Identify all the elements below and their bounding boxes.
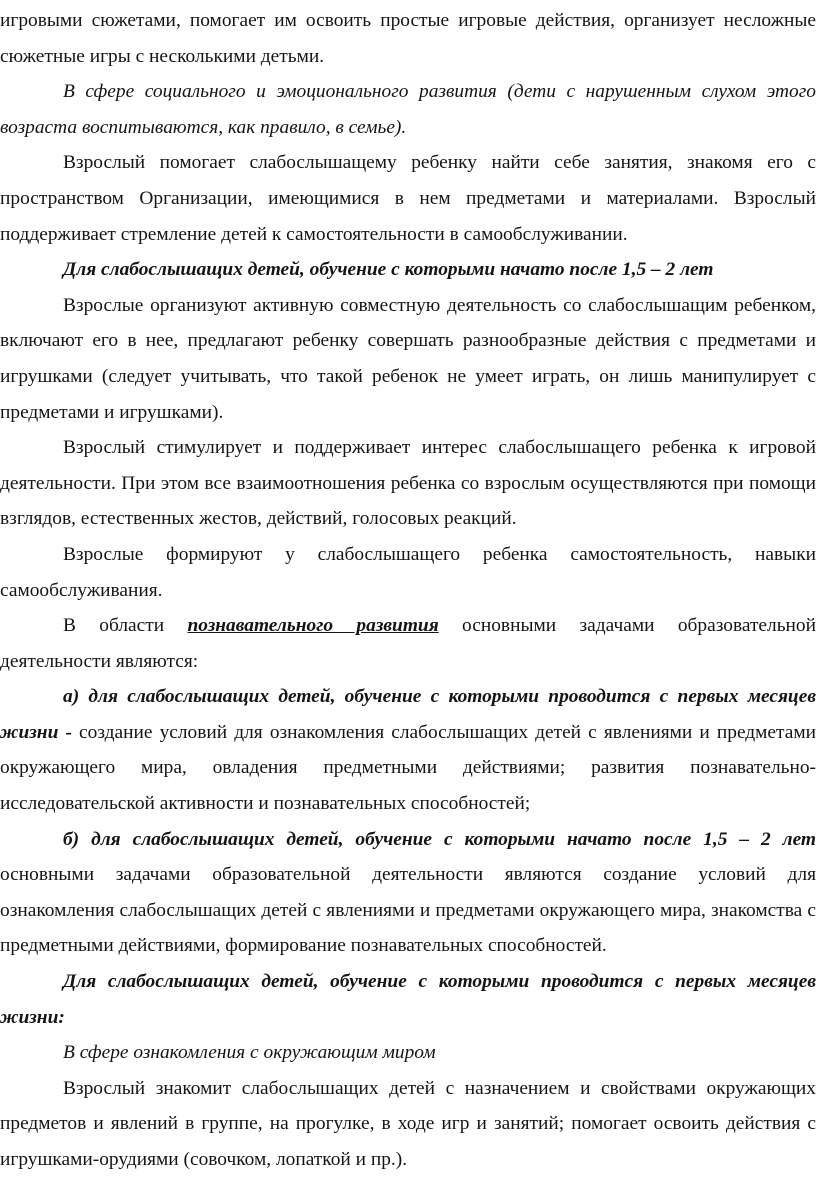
section-heading-environment: В сфере ознакомления с окружающим миром bbox=[63, 1042, 436, 1064]
cognitive-tasks-text: основными задачами образовательной деятельности являются: bbox=[0, 615, 816, 672]
paragraph-self-reliance: Взрослые формируют у слабослышащего ребенка самостоятельность, навыки самообслуживания. bbox=[0, 543, 816, 601]
paragraph-adult-helps: Взрослый помогает слабослышащему ребенку найти себе занятия, знакомя его с пространством Организации, имеющимися в нем предметами и материалами. Взрослый поддерживает стремление детей к самостоятельности в самообслуживании. bbox=[0, 152, 816, 245]
cognitive-development-term: познавательного развития bbox=[187, 615, 439, 637]
list-item-b-lead: б) для слабослышащих детей, обучение с которыми начато после 1,5 – 2 лет bbox=[63, 828, 816, 850]
paragraph-cognitive-tasks bbox=[0, 608, 816, 679]
section-heading-social-emotional: В сфере социального и эмоционального развития (дети с нарушенным слухом этого возраста воспитываются, как правило, в семье). bbox=[0, 81, 816, 138]
subheading-after-1-5-years: Для слабослышащих детей, обучение с которыми начато после 1,5 – 2 лет bbox=[63, 259, 714, 281]
paragraph-game-interest: Взрослый стимулирует и поддерживает интерес слабослышащего ребенка к игровой деятельности. При этом все взаимоотношения ребенка со взрослым осуществляются при помощи взглядов, естественных жестов, действий, голосовых реакций. bbox=[0, 437, 816, 530]
list-item-a-lead: а) для слабослышащих детей, обучение с которыми проводится с первых месяцев жизни - bbox=[0, 686, 816, 743]
list-item-a-text: создание условий для ознакомления слабослышащих детей с явлениями и предметами окружающего мира, овладения предметными действиями; развития познавательно-исследовательской активности и познавательных способностей; bbox=[0, 721, 816, 815]
list-item-a bbox=[0, 679, 816, 821]
paragraph-continuation: игровыми сюжетами, помогает им освоить простые игровые действия, организует несложные сюжетные игры с несколькими детьми. bbox=[0, 10, 816, 67]
subheading-first-months: Для слабослышащих детей, обучение с которыми проводится с первых месяцев жизни: bbox=[0, 971, 816, 1028]
cognitive-intro-text: В области bbox=[63, 615, 188, 637]
paragraph-joint-activity: Взрослые организуют активную совместную деятельность со слабослышащим ребенком, включают его в нее, предлагают ребенку совершать разнообразные действия с предметами и игрушками (следует учитывать, что такой ребенок не умеет играть, он лишь манипулирует с предметами и игрушками). bbox=[0, 294, 816, 423]
list-item-b bbox=[0, 822, 816, 964]
paragraph-adult-introduces: Взрослый знакомит слабослышащих детей с назначением и свойствами окружающих предметов и явлений в группе, на прогулке, в ходе игр и занятий; помогает освоить действия с игрушками-орудиями (совочком, лопаткой и пр.). bbox=[0, 1077, 816, 1170]
list-item-b-text: основными задачами образовательной деятельности являются создание условий для ознакомления слабослышащих детей с явлениями и предметами окружающего мира, знакомства с предметными действиями, формирование познавательных способностей. bbox=[0, 864, 816, 957]
